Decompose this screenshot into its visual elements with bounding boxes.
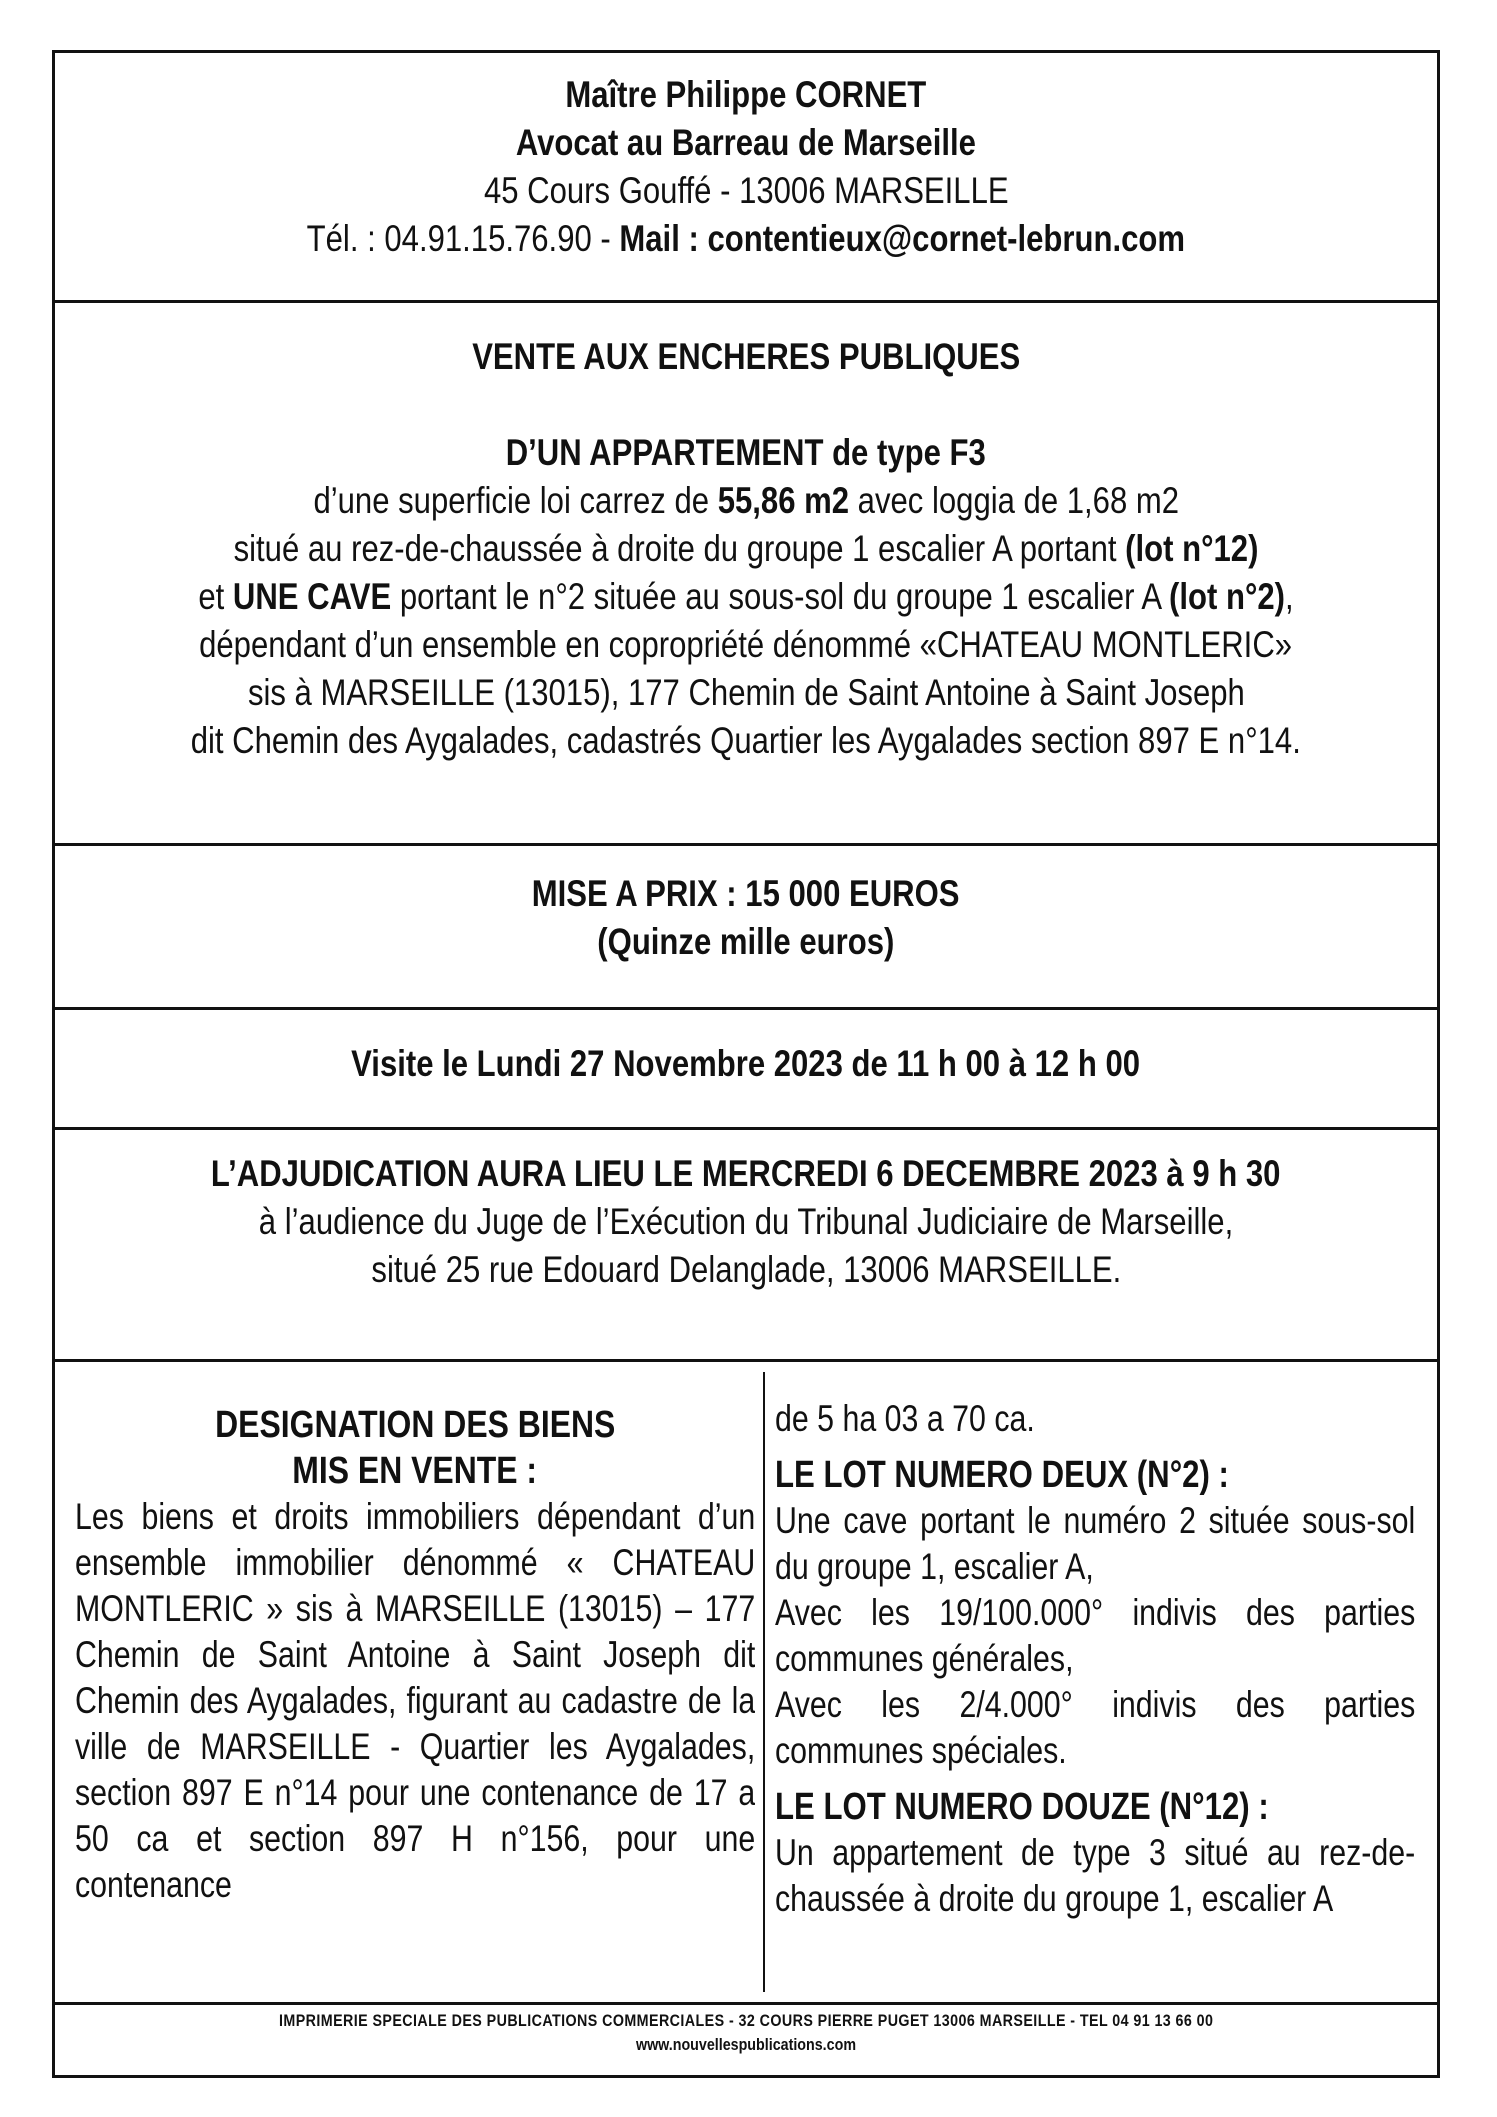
lawyer-name: Maître Philippe CORNET bbox=[565, 74, 927, 115]
price-amount: MISE A PRIX : 15 000 EUROS bbox=[532, 873, 960, 914]
sale-description bbox=[55, 303, 1437, 846]
designation-section bbox=[55, 1362, 1437, 2005]
designation-body: Les biens et droits immobiliers dépendant d’un ensemble immobilier dénommé « CHATEAU MONTLERIC » sis à MARSEILLE (13015) – 177 Chemin de Saint Antoine à Saint Joseph dit Chemin des Aygalades, figurant au cadastre de la ville de MARSEILLE - Quartier les Aygalades, section 897 E n°14 pour une contenance de 17 a 50 ca et section 897 H n°156, pour une contenance bbox=[75, 1496, 755, 1905]
sale-line-cave: et UNE CAVE portant le n°2 située au sous-sol du groupe 1 escalier A (lot n°2), bbox=[198, 576, 1294, 617]
adjudication-address: situé 25 rue Edouard Delanglade, 13006 MARSEILLE. bbox=[371, 1249, 1121, 1290]
lot2-body-3: Avec les 2/4.000° indivis des parties communes spéciales. bbox=[775, 1684, 1415, 1771]
price-words: (Quinze mille euros) bbox=[597, 921, 895, 962]
lot2-heading: LE LOT NUMERO DEUX (N°2) : bbox=[775, 1454, 1229, 1496]
adjudication-court: à l’audience du Juge de l’Exécution du Tribunal Judiciaire de Marseille, bbox=[258, 1201, 1234, 1242]
sale-line-surface: d’une superficie loi carrez de 55,86 m2 avec loggia de 1,68 m2 bbox=[313, 480, 1179, 521]
sale-line-address: sis à MARSEILLE (13015), 177 Chemin de Saint Antoine à Saint Joseph bbox=[247, 672, 1245, 713]
lawyer-header bbox=[55, 53, 1437, 303]
lot12-body: Un appartement de type 3 situé au rez-de-chaussée à droite du groupe 1, escalier A bbox=[775, 1832, 1415, 1919]
designation-continued: de 5 ha 03 a 70 ca. bbox=[775, 1398, 1035, 1439]
lot2-body-1: Une cave portant le numéro 2 située sous-sol du groupe 1, escalier A, bbox=[775, 1500, 1415, 1587]
lawyer-title: Avocat au Barreau de Marseille bbox=[515, 122, 977, 163]
lawyer-phone: Tél. : 04.91.15.76.90 - bbox=[306, 218, 620, 259]
sale-heading: VENTE AUX ENCHERES PUBLIQUES bbox=[471, 336, 1021, 377]
visit-line: Visite le Lundi 27 Novembre 2023 de 11 h 00 à 12 h 00 bbox=[351, 1043, 1141, 1084]
sale-subject: D’UN APPARTEMENT de type F3 bbox=[505, 432, 987, 473]
lawyer-address: 45 Cours Gouffé - 13006 MARSEILLE bbox=[483, 170, 1009, 211]
lot12-heading: LE LOT NUMERO DOUZE (N°12) : bbox=[775, 1786, 1269, 1828]
printer-website[interactable]: www.nouvellespublications.com bbox=[635, 2035, 857, 2054]
lawyer-contact bbox=[307, 215, 1185, 263]
sale-line-cadastre: dit Chemin des Aygalades, cadastrés Quartier les Aygalades section 897 E n°14. bbox=[190, 720, 1302, 761]
printer-footer bbox=[55, 2007, 1437, 2055]
adjudication-date: L’ADJUDICATION AURA LIEU LE MERCREDI 6 DECEMBRE 2023 à 9 h 30 bbox=[211, 1153, 1281, 1194]
designation-left-column bbox=[75, 1362, 755, 2002]
notice-frame bbox=[52, 50, 1440, 2078]
reserve-price bbox=[55, 846, 1437, 1010]
designation-heading-2: MIS EN VENTE : bbox=[292, 1450, 538, 1492]
lot2-body-2: Avec les 19/100.000° indivis des parties communes générales, bbox=[775, 1592, 1415, 1679]
visit-info bbox=[55, 1010, 1437, 1130]
column-divider bbox=[763, 1372, 765, 1992]
sale-line-copro: dépendant d’un ensemble en copropriété dénommé «CHATEAU MONTLERIC» bbox=[199, 624, 1293, 665]
designation-heading-1: DESIGNATION DES BIENS bbox=[214, 1404, 616, 1446]
lawyer-mail: Mail : contentieux@cornet-lebrun.com bbox=[619, 218, 1186, 259]
printer-address: IMPRIMERIE SPECIALE DES PUBLICATIONS COMMERCIALES - 32 COURS PIERRE PUGET 13006 MARSEILLE - TEL 04 91 13 66 00 bbox=[278, 2011, 1214, 2030]
adjudication-info bbox=[55, 1130, 1437, 1362]
sale-line-location: situé au rez-de-chaussée à droite du groupe 1 escalier A portant (lot n°12) bbox=[233, 528, 1259, 569]
designation-right-column bbox=[775, 1362, 1415, 2002]
